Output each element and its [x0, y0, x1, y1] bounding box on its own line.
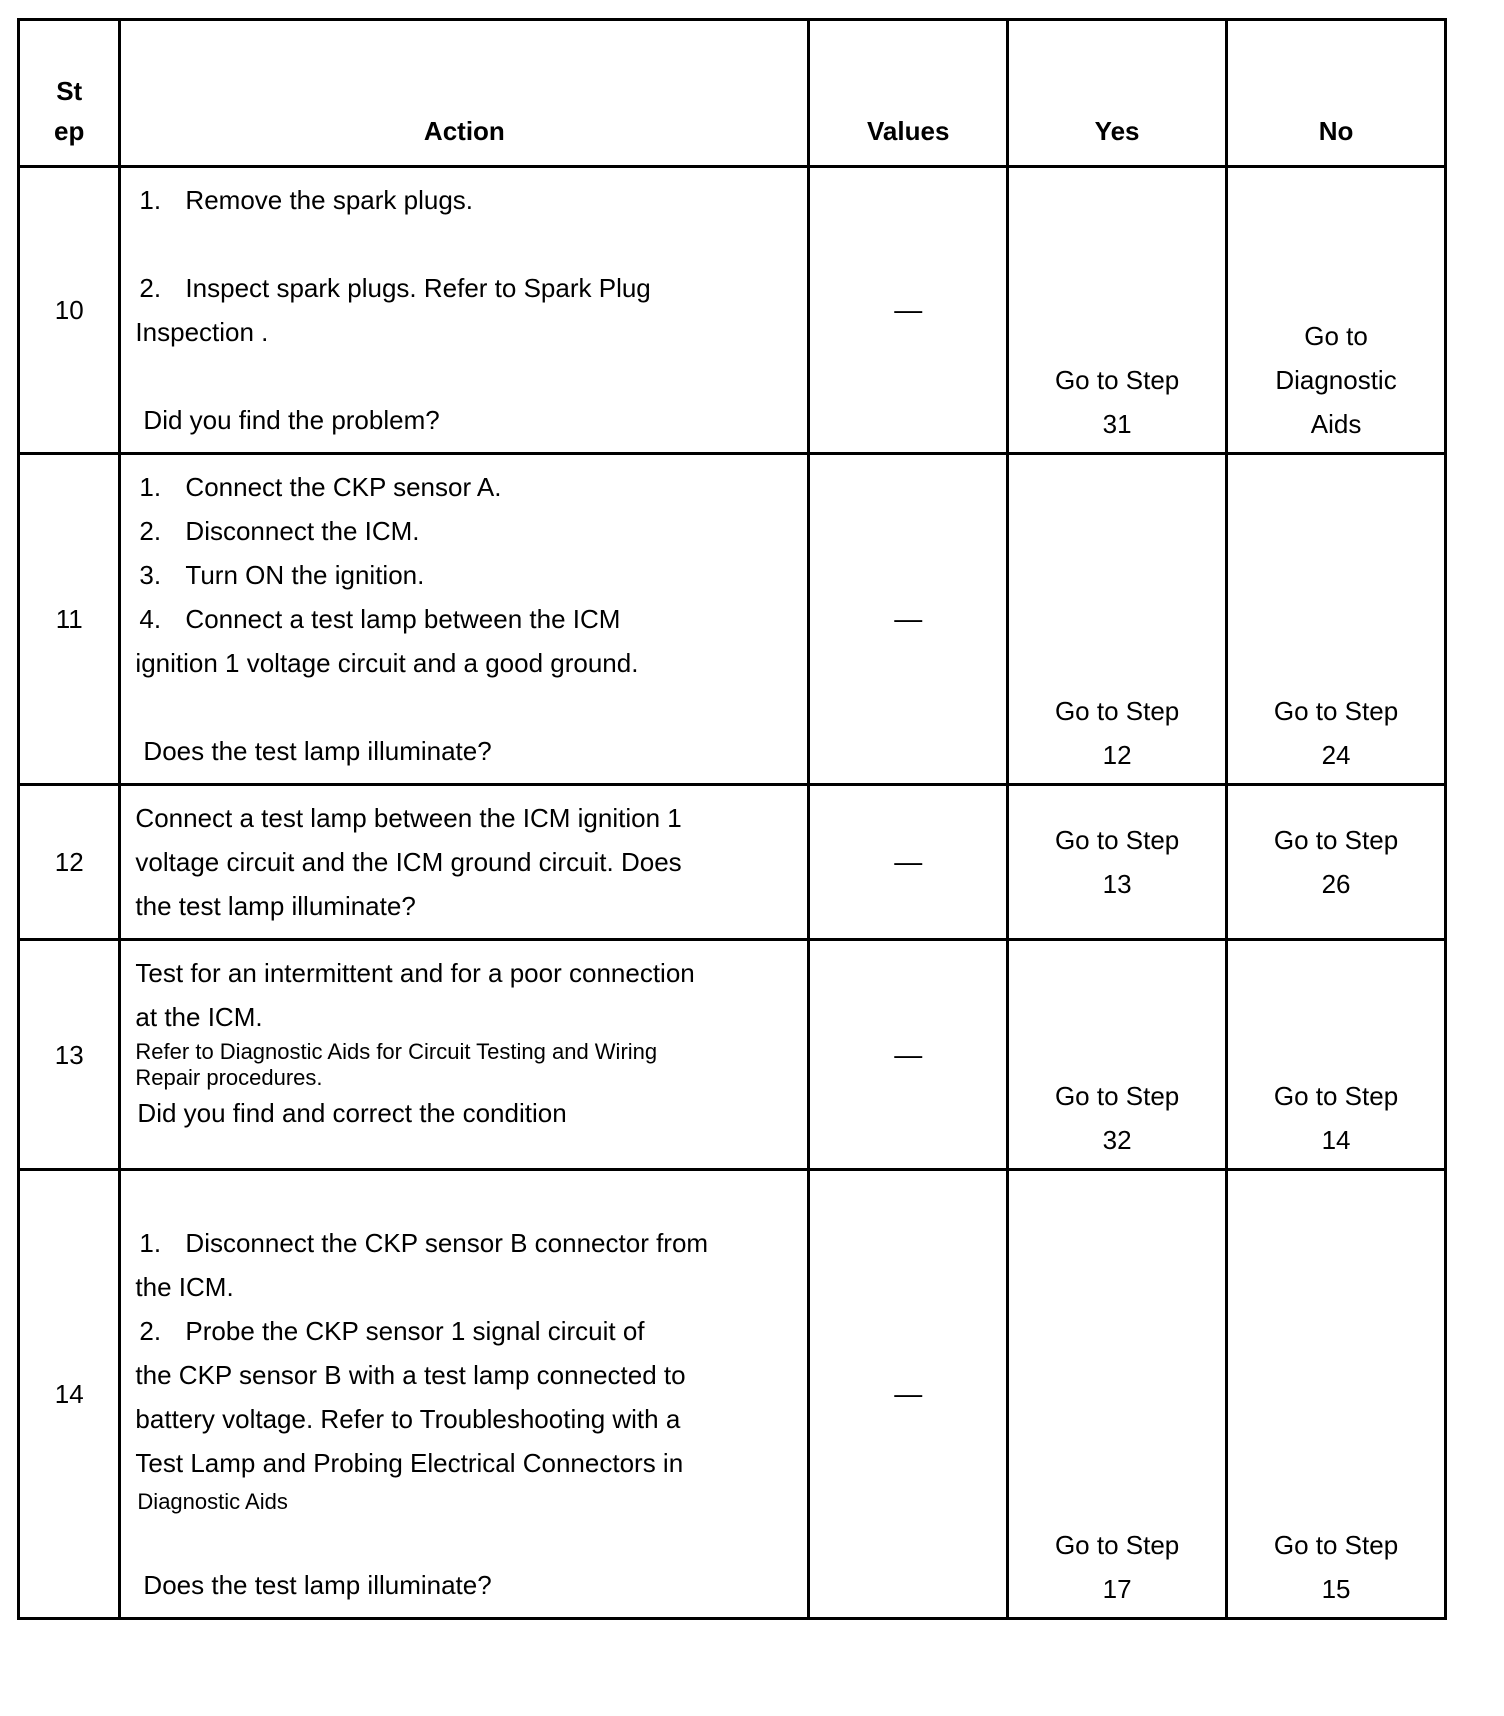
no-cell — [1227, 167, 1446, 454]
action-item: 2. Inspect spark plugs. Refer to Spark Plug — [139, 273, 651, 303]
action-question: Did you find and correct the condition — [137, 1098, 567, 1128]
no-cell — [1227, 940, 1446, 1170]
table-row — [19, 940, 1446, 1170]
no-text: Go to Step — [1273, 1530, 1399, 1560]
yes-step: 17 — [1102, 1574, 1132, 1604]
action-item: 2. Probe the CKP sensor 1 signal circuit of — [139, 1316, 645, 1346]
action-cell — [120, 940, 809, 1170]
no-cell — [1227, 1170, 1446, 1619]
no-step: 15 — [1321, 1574, 1351, 1604]
value-cell: — — [809, 940, 1008, 1170]
yes-cell — [1008, 1170, 1227, 1619]
action-text: at the ICM. — [135, 1002, 263, 1032]
table-row — [19, 785, 1446, 940]
action-item: 1. Disconnect the CKP sensor B connector from — [139, 1228, 709, 1258]
value-cell: — — [809, 167, 1008, 454]
action-text: Test for an intermittent and for a poor connection — [135, 958, 695, 988]
step-number: 10 — [19, 167, 120, 454]
action-continuation: Test Lamp and Probing Electrical Connectors in — [135, 1448, 684, 1478]
header-yes: Yes — [1008, 20, 1227, 167]
no-text: Go to Step — [1273, 825, 1399, 855]
header-action: Action — [120, 20, 809, 167]
no-step: 14 — [1321, 1125, 1351, 1155]
yes-step: 12 — [1102, 740, 1132, 770]
no-step: 26 — [1321, 869, 1351, 899]
step-number: 13 — [19, 940, 120, 1170]
header-step-line1: St — [56, 76, 83, 106]
no-cell — [1227, 785, 1446, 940]
no-text: Go to — [1304, 321, 1368, 351]
no-cell — [1227, 454, 1446, 785]
header-step — [19, 20, 120, 167]
yes-text: Go to Step — [1054, 1530, 1180, 1560]
yes-cell — [1008, 167, 1227, 454]
yes-step: 32 — [1102, 1125, 1132, 1155]
value-cell: — — [809, 785, 1008, 940]
yes-cell — [1008, 785, 1227, 940]
action-text: Connect a test lamp between the ICM ignition 1 — [135, 803, 682, 833]
value-cell: — — [809, 1170, 1008, 1619]
yes-text: Go to Step — [1054, 696, 1180, 726]
step-number: 11 — [19, 454, 120, 785]
yes-text: Go to Step — [1054, 1081, 1180, 1111]
action-cell — [120, 167, 809, 454]
action-question: Does the test lamp illuminate? — [143, 736, 492, 766]
yes-step: 31 — [1102, 409, 1132, 439]
action-note: Repair procedures. — [135, 1065, 323, 1090]
action-continuation: Inspection . — [135, 317, 269, 347]
yes-text: Go to Step — [1054, 365, 1180, 395]
header-step-line2: ep — [54, 116, 85, 146]
header-row — [19, 20, 1446, 167]
action-item: 4. Connect a test lamp between the ICM — [139, 604, 621, 634]
header-no: No — [1227, 20, 1446, 167]
no-text: Go to Step — [1273, 1081, 1399, 1111]
no-text: Diagnostic — [1275, 365, 1397, 395]
no-step: 24 — [1321, 740, 1351, 770]
action-text: the test lamp illuminate? — [135, 891, 416, 921]
action-continuation: the CKP sensor B with a test lamp connected to — [135, 1360, 686, 1390]
yes-step: 13 — [1102, 869, 1132, 899]
action-question: Did you find the problem? — [143, 405, 440, 435]
table-row — [19, 454, 1446, 785]
diagnostic-table — [17, 18, 1447, 1620]
table-row — [19, 1170, 1446, 1619]
header-values: Values — [809, 20, 1008, 167]
action-cell — [120, 785, 809, 940]
action-cell — [120, 454, 809, 785]
no-text: Go to Step — [1273, 696, 1399, 726]
action-item: 2. Disconnect the ICM. — [139, 516, 420, 546]
action-cell — [120, 1170, 809, 1619]
step-number: 14 — [19, 1170, 120, 1619]
step-number: 12 — [19, 785, 120, 940]
action-item: 1. Remove the spark plugs. — [139, 185, 474, 215]
value-cell: — — [809, 454, 1008, 785]
table-row — [19, 167, 1446, 454]
action-continuation: battery voltage. Refer to Troubleshooting with a — [135, 1404, 681, 1434]
yes-cell — [1008, 940, 1227, 1170]
action-note: Refer to Diagnostic Aids for Circuit Testing and Wiring — [135, 1039, 658, 1064]
action-note: Diagnostic Aids — [137, 1489, 288, 1514]
action-question: Does the test lamp illuminate? — [143, 1570, 492, 1600]
no-text: Aids — [1310, 409, 1362, 439]
yes-text: Go to Step — [1054, 825, 1180, 855]
yes-cell — [1008, 454, 1227, 785]
action-item: 1. Connect the CKP sensor A. — [139, 472, 502, 502]
action-item: 3. Turn ON the ignition. — [139, 560, 425, 590]
action-continuation: the ICM. — [135, 1272, 234, 1302]
action-continuation: ignition 1 voltage circuit and a good ground. — [135, 648, 639, 678]
action-text: voltage circuit and the ICM ground circuit. Does — [135, 847, 682, 877]
